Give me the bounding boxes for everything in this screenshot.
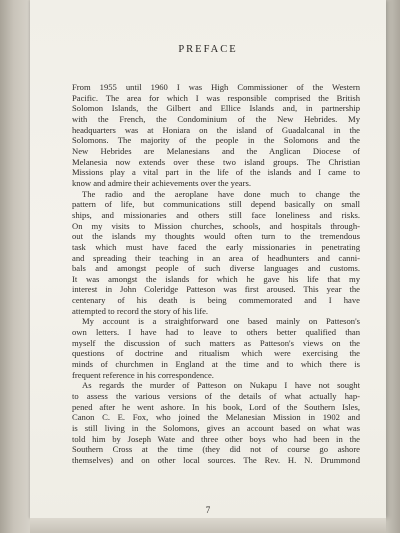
text-line: attempted to record the story of his life. <box>72 305 209 316</box>
text-line: task which must have faced the early missionaries in penetrating <box>72 241 360 252</box>
text-line: From 1955 until 1960 I was High Commissioner of the Western <box>72 82 360 92</box>
text-line: Canon C. E. Fox, who joined the Melanesian Mission in 1902 and <box>72 412 360 423</box>
paragraph-1 <box>72 82 360 189</box>
text-line: know and admire their achievements over the years. <box>72 177 251 188</box>
text-line: with the French, the Condominium of the New Hebrides. My <box>72 113 360 124</box>
text-line: is still living in the Solomons, gives an account based on what was <box>72 423 360 433</box>
book-page <box>30 0 386 518</box>
text-line: minds of churchmen in England at the time and to which there is <box>72 359 360 370</box>
text-line: told him by Joseph Wate and three other boys who had been in the <box>72 433 360 444</box>
text-line: headquarters was at Honiara on the island of Guadalcanal in the <box>72 124 360 135</box>
text-line: centenary of his death is being commemorated and I have <box>72 295 360 306</box>
text-line: ships, and missionaries and others still face loneliness and risks. <box>72 209 360 220</box>
text-line: On my visits to Mission churches, schools, and hospitals through- <box>72 220 360 231</box>
text-line: Solomons. The majority of the people in the Solomons and the <box>72 135 360 146</box>
text-line: pattern of life, but communications still depend basically on small <box>72 199 360 210</box>
page-edge <box>30 518 386 533</box>
text-line: own letters. I have had to leave to others better qualified than <box>72 327 360 338</box>
text-line: myself the discussion of such matters as Patteson's views on the <box>72 337 360 348</box>
text-line: Missions play a vital part in the life of the islands and I came to <box>72 167 360 178</box>
text-line: My account is a straightforward one based mainly on Patteson's <box>82 316 360 327</box>
text-line: Solomon Islands, the Gilbert and Ellice Islands and, in partnership <box>72 103 360 114</box>
body-text <box>72 82 360 466</box>
text-line: frequent reference in his correspondence. <box>72 369 214 380</box>
paragraph-4 <box>72 380 360 465</box>
text-line: interest in John Coleridge Patteson was first aroused. This year the <box>72 284 360 295</box>
text-line: Pacific. The area for which I was responsible comprised the British <box>72 92 360 103</box>
paragraph-2 <box>72 189 360 317</box>
text-line: It was amongst the islands for which he gave his life that my <box>72 273 360 284</box>
text-line: Melanesia now extends over these two island groups. The Christian <box>72 156 360 167</box>
text-line: As regards the murder of Patteson on Nukapu I have not sought <box>82 380 360 391</box>
page-heading: PREFACE <box>178 44 238 55</box>
text-line: themselves) and on other local sources. The Rev. H. N. Drummond <box>72 454 360 465</box>
paragraph-3 <box>72 316 360 380</box>
text-line: bals and amongst people of such diverse languages and customs. <box>72 263 360 274</box>
text-line: Southern Cross at the time (they did not of course go ashore <box>72 444 360 455</box>
text-line: pened after he went ashore. In his book, Lord of the Southern Isles, <box>72 401 360 412</box>
text-line: The radio and the aeroplane have done much to change the <box>82 188 360 199</box>
text-line: questions of doctrine and ritualism which were exercising the <box>72 348 360 359</box>
page-number: 7 <box>205 505 211 515</box>
text-line: out the islands my thoughts would often turn to the tremendous <box>72 231 360 242</box>
text-line: to assess the various versions of the details of what actually hap- <box>72 391 360 402</box>
text-line: and spreading their teaching in an area of headhunters and canni- <box>72 252 360 263</box>
text-line: New Hebrides are Melanesians and the Anglican Diocese of <box>72 145 360 156</box>
